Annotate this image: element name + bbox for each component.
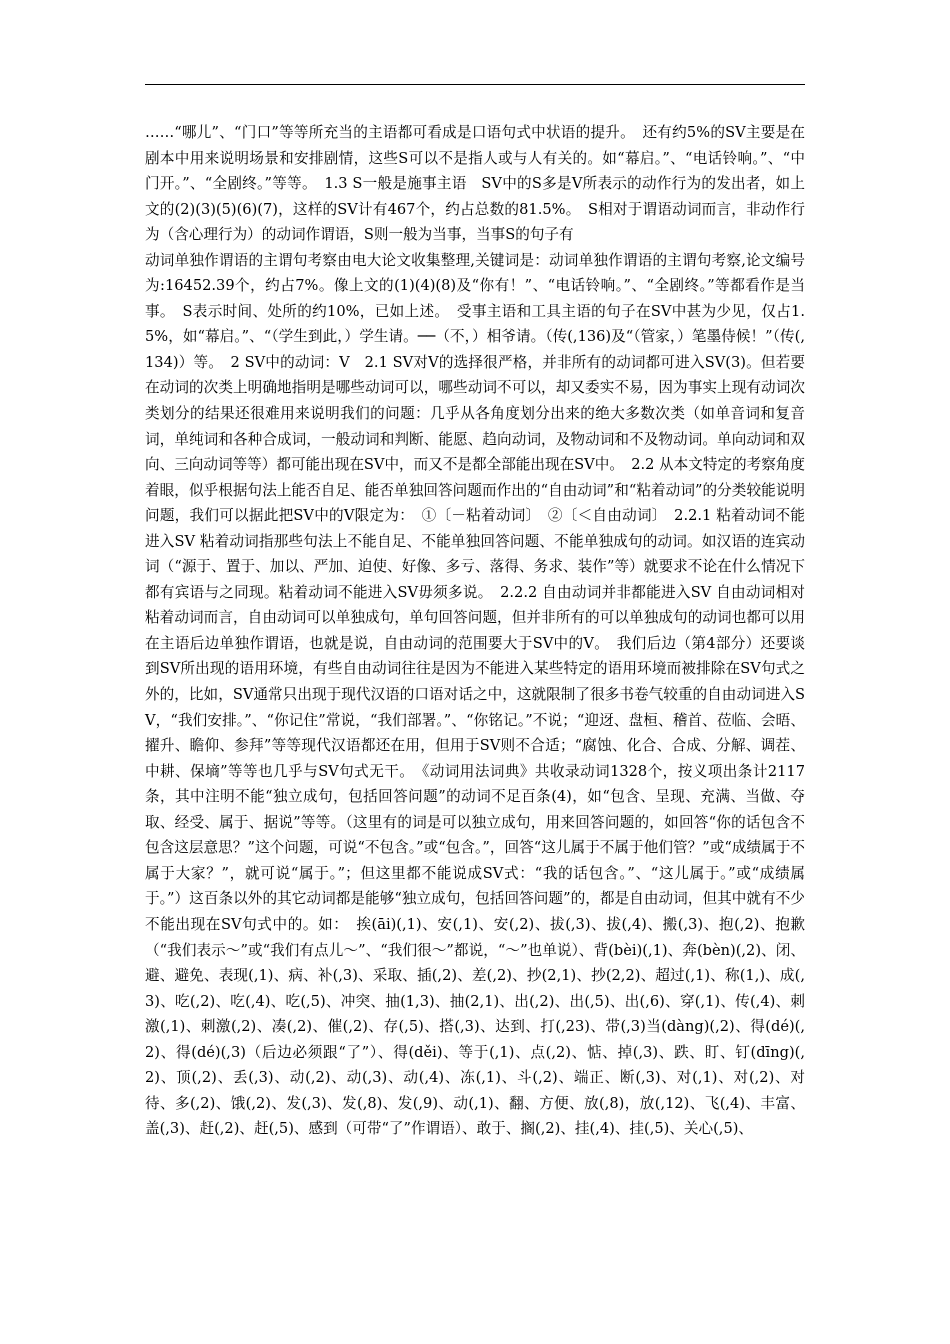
paragraph-2: 动词单独作谓语的主谓句考察由电大论文收集整理,关键词是：动词单独作谓语的主谓句考察,论文编号为:16452.39个，约占7%。像上文的(1)(4)(8)及“你有！”、“电话铃响。”、“全剧终。”等都看作是当事。 S表示时间、处所的约10%，已如上述。 受事主语和工具主语的句子在SV中甚为少见，仅占1.5%，如“幕启。”、“（学生到此，）学生请。──（不，）相爷请。（传(,136)及“（管家，）笔墨侍候！”（传(,134)）等。 2 SV中的动词：V 2.1 SV对V的选择很严格，并非所有的动词都可进入SV(3)。但若要在动词的次类上明确地指明是哪些动词可以，哪些动词不可以，却又委实不易，因为事实上现有动词次类划分的结果还很难用来说明我们的问题：几乎从各角度划分出来的绝大多数次类（如单音词和复音词，单纯词和各种合成词，一般动词和判断、能愿、趋向动词，及物动词和不及物动词。单向动词和双向、三向动词等等）都可能出现在SV中，而又不是都全部能出现在SV中。 2.2 从本文特定的考察角度着眼，似乎根据句法上能否自足、能否单独回答问题而作出的“自由动词”和“粘着动词”的分类较能说明问题，我们可以据此把SV中的V限定为： ①〔－粘着动词〕 ②〔＜自由动词〕 2.2.1 粘着动词不能进入SV 粘着动词指那些句法上不能自足、不能单独回答问题、不能单独成句的动词。如汉语的连宾动词（“源于、置于、加以、严加、迫使、好像、多亏、落得、务求、装作”等）就要求不论在什么情况下都有宾语与之同现。粘着动词不能进入SV毋须多说。 2.2.2 自由动词并非都能进入SV 自由动词相对粘着动词而言，自由动词可以单独成句，单句回答问题，但并非所有的可以单独成句的动词也都可以用在主语后边单独作谓语，也就是说，自由动词的范围要大于SV中的V。 我们后边（第4部分）还要谈到SV所出现的语用环境，有些自由动词往往是因为不能进入某些特定的语用环境而被排除在SV句式之外的，比如，SV通常只出现于现代汉语的口语对话之中，这就限制了很多书卷气较重的自由动词进入SV，“我们安排。”、“你记住”常说，“我们部署。”、“你铭记。”不说；“迎迓、盘桓、稽首、莅临、会晤、擢升、瞻仰、参拜”等等现代汉语都还在用，但用于SV则不合适；“腐蚀、化合、合成、分解、调茬、中耕、保墒”等等也几乎与SV句式无干。 《动词用法词典》共收录动词1328个，按义项出条计2117条，其中注明不能“独立成句，包括回答问题”的动词不足百条(4)，如“包含、呈现、充满、当做、夺取、经受、属于、据说”等等。（这里有的词是可以独立成句，用来回答问题的，如回答“你的话包含不包含这层意思？”这个问题，可说“不包含。”或“包含。”，回答“这儿属于不属于他们管？”或“成绩属于不属于大家？”，就可说“属于。”；但这里都不能说成SV式：“我的话包含。”、“这儿属于。”或“成绩属于。”）这百条以外的其它动词都是能够“独立成句，包括回答问题”的，都是自由动词，但其中就有不少不能出现在SV句式中的。如： 挨(āi)(,1)、安(,1)、安(,2)、拔(,3)、拔(,4)、搬(,3)、抱(,2)、抱歉（“我们表示～”或“我们有点儿～”、“我们很～”都说，“～”也单说）、背(bèi)(,1)、奔(bèn)(,2)、闭、避、避免、表现(,1)、病、补(,3)、采取、插(,2)、差(,2)、抄(2,1)、抄(2,2)、超过(,1)、称(1,)、成(,3)、吃(,2)、吃(,4)、吃(,5)、冲突、抽(1,3)、抽(2,1)、出(,2)、出(,5)、出(,6)、穿(,1)、传(,4)、刺激(,1)、刺激(,2)、凑(,2)、催(,2)、存(,5)、搭(,3)、达到、打(,23)、带(,3)当(dàng)(,2)、得(dé)(,2)、得(dé)(,3)（后边必须跟“了”）、得(děi)、等于(,1)、点(,2)、惦、掉(,3)、跌、盯、钉(dīng)(,2)、顶(,2)、丢(,3)、动(,2)、动(,3)、动(,4)、冻(,1)、斗(,2)、端正、断(,3)、对(,1)、对(,2)、对待、多(,2)、饿(,2)、发(,3)、发(,8)、发(,9)、动(,1)、翻、方便、放(,8)，放(,12)、飞(,4)、丰富、盖(,3)、赶(,2)、赶(,5)、感到（可带“了”作谓语）、敢于、搁(,2)、挂(,4)、挂(,5)、关心(,5)、 [145, 251, 805, 1138]
body-text [145, 120, 805, 1142]
paragraph-1: ……“哪儿”、“门口”等等所充当的主语都可看成是口语句式中状语的提升。 还有约5%的SV主要是在剧本中用来说明场景和安排剧情，这些S可以不是指人或与人有关的。如“幕启。”、“电话铃响。”、“中门开。”、“全剧终。”等等。 1.3 S一般是施事主语 SV中的S多是V所表示的动作行为的发出者，如上文的(2)(3)(5)(6)(7)，这样的SV计有467个，约占总数的81.5%。 S相对于谓语动词而言，非动作行为（含心理行为）的动词作谓语，S则一般为当事，当事S的句子有 [145, 124, 805, 244]
header-rule [145, 84, 805, 85]
